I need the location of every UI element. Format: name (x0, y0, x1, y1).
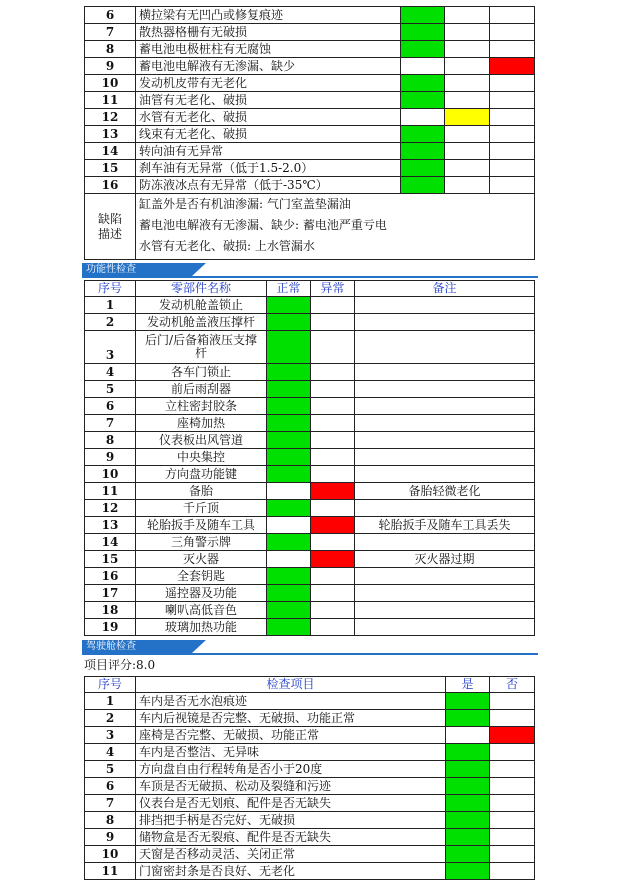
function-section-banner (82, 263, 538, 278)
status-abnormal-cell (311, 297, 355, 314)
table-row (85, 41, 535, 58)
table-row (85, 534, 535, 551)
row-number: 12 (85, 500, 136, 517)
header-abnormal: 异常 (311, 281, 355, 297)
table-row (85, 863, 535, 880)
row-number: 13 (85, 126, 136, 143)
status-ok-cell (401, 160, 445, 177)
status-yes-cell (446, 795, 490, 812)
part-name: 全套钥匙 (136, 568, 267, 585)
table-row (85, 585, 535, 602)
check-item: 转向油有无异常 (136, 143, 401, 160)
status-abnormal-cell (311, 331, 355, 364)
part-name: 灭火器 (136, 551, 267, 568)
status-normal-cell (267, 432, 311, 449)
status-abnormal-cell (311, 551, 355, 568)
defect-line: 水管有无老化、破损: 上水管漏水 (139, 239, 315, 253)
status-normal-cell (267, 314, 311, 331)
header-no: 序号 (85, 281, 136, 297)
part-name: 前后雨刮器 (136, 381, 267, 398)
status-abnormal-cell (311, 314, 355, 331)
row-number: 8 (85, 432, 136, 449)
status-normal-cell (267, 331, 311, 364)
status-fail-cell (490, 177, 535, 194)
part-name: 仪表板出风管道 (136, 432, 267, 449)
status-no-cell (490, 795, 535, 812)
status-normal-cell (267, 483, 311, 500)
check-item: 车顶是否无破损、松动及裂缝和污迹 (136, 778, 446, 795)
function-check-table (84, 280, 535, 636)
table-row (85, 795, 535, 812)
status-no-cell (490, 829, 535, 846)
status-abnormal-cell (311, 619, 355, 636)
status-fail-cell (490, 24, 535, 41)
cabin-section-banner (82, 640, 538, 655)
table-row (85, 126, 535, 143)
check-item: 门窗密封条是否良好、无老化 (136, 863, 446, 880)
status-abnormal-cell (311, 483, 355, 500)
status-no-cell (490, 812, 535, 829)
status-warn-cell (445, 126, 490, 143)
status-abnormal-cell (311, 534, 355, 551)
status-fail-cell (490, 58, 535, 75)
status-no-cell (490, 778, 535, 795)
table-row (85, 727, 535, 744)
status-warn-cell (445, 109, 490, 126)
status-abnormal-cell (311, 517, 355, 534)
table-row (85, 500, 535, 517)
status-abnormal-cell (311, 432, 355, 449)
row-number: 4 (85, 364, 136, 381)
status-normal-cell (267, 449, 311, 466)
defect-line: 蓄电池电解液有无渗漏、缺少: 蓄电池严重亏电 (139, 218, 387, 232)
table-row (85, 710, 535, 727)
remark-cell: 备胎轻微老化 (355, 483, 535, 500)
status-fail-cell (490, 160, 535, 177)
check-item: 座椅是否完整、无破损、功能正常 (136, 727, 446, 744)
status-no-cell (490, 727, 535, 744)
row-number: 6 (85, 778, 136, 795)
part-name: 座椅加热 (136, 415, 267, 432)
table-row (85, 517, 535, 534)
status-normal-cell (267, 517, 311, 534)
status-normal-cell (267, 585, 311, 602)
status-yes-cell (446, 710, 490, 727)
table-row (85, 297, 535, 314)
status-yes-cell (446, 727, 490, 744)
status-normal-cell (267, 364, 311, 381)
row-number: 8 (85, 812, 136, 829)
status-normal-cell (267, 398, 311, 415)
status-yes-cell (446, 744, 490, 761)
row-number: 6 (85, 7, 136, 24)
status-normal-cell (267, 466, 311, 483)
table-row (85, 364, 535, 381)
remark-cell (355, 432, 535, 449)
status-no-cell (490, 863, 535, 880)
row-number: 8 (85, 41, 136, 58)
part-name: 方向盘功能键 (136, 466, 267, 483)
function-section-title: 功能性检查 (86, 264, 136, 275)
status-normal-cell (267, 551, 311, 568)
part-name: 三角警示牌 (136, 534, 267, 551)
status-normal-cell (267, 568, 311, 585)
cabin-header-item: 检查项目 (136, 677, 446, 693)
table-row (85, 483, 535, 500)
remark-cell (355, 466, 535, 483)
remark-cell: 轮胎扳手及随车工具丢失 (355, 517, 535, 534)
check-item: 天窗是否移动灵活、关闭正常 (136, 846, 446, 863)
check-item: 车内是否无水泡痕迹 (136, 693, 446, 710)
table-row (85, 829, 535, 846)
row-number: 17 (85, 585, 136, 602)
row-number: 3 (85, 331, 136, 364)
status-abnormal-cell (311, 449, 355, 466)
row-number: 5 (85, 761, 136, 778)
part-name: 遥控器及功能 (136, 585, 267, 602)
status-abnormal-cell (311, 568, 355, 585)
remark-cell (355, 381, 535, 398)
table-row (85, 568, 535, 585)
status-no-cell (490, 693, 535, 710)
table-row (85, 24, 535, 41)
status-no-cell (490, 710, 535, 727)
remark-cell (355, 449, 535, 466)
status-no-cell (490, 744, 535, 761)
check-item: 水管有无老化、破损 (136, 109, 401, 126)
status-fail-cell (490, 126, 535, 143)
remark-cell (355, 500, 535, 517)
table-row (85, 619, 535, 636)
table-row (85, 415, 535, 432)
status-abnormal-cell (311, 381, 355, 398)
table-row (85, 432, 535, 449)
row-number: 1 (85, 297, 136, 314)
status-fail-cell (490, 92, 535, 109)
status-ok-cell (401, 24, 445, 41)
remark-cell (355, 585, 535, 602)
table-row (85, 92, 535, 109)
table-row (85, 109, 535, 126)
row-number: 18 (85, 602, 136, 619)
status-yes-cell (446, 829, 490, 846)
row-number: 11 (85, 483, 136, 500)
defect-line: 缸盖外是否有机油渗漏: 气门室盖垫漏油 (139, 197, 351, 211)
part-name: 发动机舱盖锁止 (136, 297, 267, 314)
remark-cell (355, 297, 535, 314)
table-row (85, 58, 535, 75)
row-number: 6 (85, 398, 136, 415)
check-item: 蓄电池电极桩柱有无腐蚀 (136, 41, 401, 58)
row-number: 19 (85, 619, 136, 636)
table-row (85, 551, 535, 568)
status-no-cell (490, 761, 535, 778)
remark-cell (355, 534, 535, 551)
row-number: 10 (85, 466, 136, 483)
status-fail-cell (490, 143, 535, 160)
remark-cell (355, 602, 535, 619)
status-yes-cell (446, 812, 490, 829)
row-number: 2 (85, 710, 136, 727)
row-number: 4 (85, 744, 136, 761)
status-fail-cell (490, 75, 535, 92)
header-normal: 正常 (267, 281, 311, 297)
header-remark: 备注 (355, 281, 535, 297)
row-number: 5 (85, 381, 136, 398)
check-item: 横拉梁有无凹凸或修复痕迹 (136, 7, 401, 24)
table-row (85, 177, 535, 194)
table-row (85, 314, 535, 331)
remark-cell (355, 619, 535, 636)
status-ok-cell (401, 143, 445, 160)
table-row (85, 761, 535, 778)
table-row (85, 331, 535, 364)
status-ok-cell (401, 177, 445, 194)
part-name: 玻璃加热功能 (136, 619, 267, 636)
cabin-section-title: 驾驶舱检查 (86, 641, 136, 652)
status-warn-cell (445, 41, 490, 58)
status-warn-cell (445, 177, 490, 194)
table-row (85, 449, 535, 466)
check-item: 发动机皮带有无老化 (136, 75, 401, 92)
row-number: 2 (85, 314, 136, 331)
table-row (85, 7, 535, 24)
status-abnormal-cell (311, 364, 355, 381)
status-warn-cell (445, 75, 490, 92)
status-warn-cell (445, 160, 490, 177)
row-number: 10 (85, 846, 136, 863)
row-number: 11 (85, 92, 136, 109)
table-row (85, 846, 535, 863)
cabin-header-yes: 是 (446, 677, 490, 693)
status-warn-cell (445, 92, 490, 109)
table-row (85, 812, 535, 829)
row-number: 13 (85, 517, 136, 534)
row-number: 7 (85, 24, 136, 41)
check-item: 防冻液冰点有无异常（低于-35℃） (136, 177, 401, 194)
table-row (85, 398, 535, 415)
check-item: 车内后视镜是否完整、无破损、功能正常 (136, 710, 446, 727)
status-ok-cell (401, 109, 445, 126)
cabin-header-no-col: 否 (490, 677, 535, 693)
check-item: 蓄电池电解液有无渗漏、缺少 (136, 58, 401, 75)
row-number: 9 (85, 829, 136, 846)
row-number: 15 (85, 551, 136, 568)
row-number: 16 (85, 568, 136, 585)
status-warn-cell (445, 58, 490, 75)
table-row (85, 744, 535, 761)
check-item: 油管有无老化、破损 (136, 92, 401, 109)
status-normal-cell (267, 297, 311, 314)
status-warn-cell (445, 7, 490, 24)
status-ok-cell (401, 126, 445, 143)
status-yes-cell (446, 693, 490, 710)
status-normal-cell (267, 415, 311, 432)
check-item: 散热器格栅有无破损 (136, 24, 401, 41)
remark-cell (355, 314, 535, 331)
status-normal-cell (267, 381, 311, 398)
status-normal-cell (267, 619, 311, 636)
status-ok-cell (401, 75, 445, 92)
cabin-score: 项目评分:8.0 (84, 658, 156, 672)
table-row (85, 466, 535, 483)
remark-cell (355, 568, 535, 585)
remark-cell (355, 398, 535, 415)
status-fail-cell (490, 109, 535, 126)
remark-cell (355, 415, 535, 432)
table-row (85, 602, 535, 619)
table-row (85, 160, 535, 177)
table-row (85, 778, 535, 795)
check-item: 车内是否整洁、无异味 (136, 744, 446, 761)
status-ok-cell (401, 7, 445, 24)
part-name: 立柱密封胶条 (136, 398, 267, 415)
row-number: 1 (85, 693, 136, 710)
status-ok-cell (401, 92, 445, 109)
status-fail-cell (490, 7, 535, 24)
row-number: 9 (85, 449, 136, 466)
status-normal-cell (267, 500, 311, 517)
remark-cell (355, 331, 535, 364)
remark-cell (355, 364, 535, 381)
row-number: 3 (85, 727, 136, 744)
status-warn-cell (445, 24, 490, 41)
check-item: 仪表台是否无划痕、配件是否无缺失 (136, 795, 446, 812)
cabin-header-no: 序号 (85, 677, 136, 693)
table-row (85, 75, 535, 92)
part-name: 备胎 (136, 483, 267, 500)
status-normal-cell (267, 602, 311, 619)
status-ok-cell (401, 41, 445, 58)
part-name: 轮胎扳手及随车工具 (136, 517, 267, 534)
header-part: 零部件名称 (136, 281, 267, 297)
cabin-check-table (84, 676, 535, 880)
defect-label: 缺陷描述 (85, 194, 136, 260)
status-yes-cell (446, 863, 490, 880)
status-yes-cell (446, 846, 490, 863)
status-no-cell (490, 846, 535, 863)
check-item: 排挡把手柄是否完好、无破损 (136, 812, 446, 829)
row-number: 12 (85, 109, 136, 126)
status-abnormal-cell (311, 585, 355, 602)
row-number: 10 (85, 75, 136, 92)
table-row (85, 143, 535, 160)
row-number: 14 (85, 143, 136, 160)
row-number: 15 (85, 160, 136, 177)
status-ok-cell (401, 58, 445, 75)
row-number: 9 (85, 58, 136, 75)
status-warn-cell (445, 143, 490, 160)
status-abnormal-cell (311, 466, 355, 483)
check-item: 线束有无老化、破损 (136, 126, 401, 143)
defect-lines (136, 194, 535, 260)
table-row (85, 693, 535, 710)
check-item: 刹车油有无异常（低于1.5-2.0） (136, 160, 401, 177)
defect-row (85, 194, 535, 260)
part-name: 后门/后备箱液压支撑杆 (136, 331, 267, 364)
check-item: 储物盒是否无裂痕、配件是否无缺失 (136, 829, 446, 846)
part-name: 喇叭高低音色 (136, 602, 267, 619)
status-abnormal-cell (311, 602, 355, 619)
status-yes-cell (446, 778, 490, 795)
status-abnormal-cell (311, 415, 355, 432)
check-item: 方向盘自由行程转角是否小于20度 (136, 761, 446, 778)
part-name: 各车门锁止 (136, 364, 267, 381)
row-number: 7 (85, 795, 136, 812)
table-row (85, 381, 535, 398)
row-number: 16 (85, 177, 136, 194)
remark-cell: 灭火器过期 (355, 551, 535, 568)
status-yes-cell (446, 761, 490, 778)
row-number: 11 (85, 863, 136, 880)
status-fail-cell (490, 41, 535, 58)
part-name: 千斤顶 (136, 500, 267, 517)
part-name: 发动机舱盖液压撑杆 (136, 314, 267, 331)
status-abnormal-cell (311, 398, 355, 415)
row-number: 7 (85, 415, 136, 432)
status-abnormal-cell (311, 500, 355, 517)
status-normal-cell (267, 534, 311, 551)
part-name: 中央集控 (136, 449, 267, 466)
row-number: 14 (85, 534, 136, 551)
engine-check-table (84, 6, 535, 260)
